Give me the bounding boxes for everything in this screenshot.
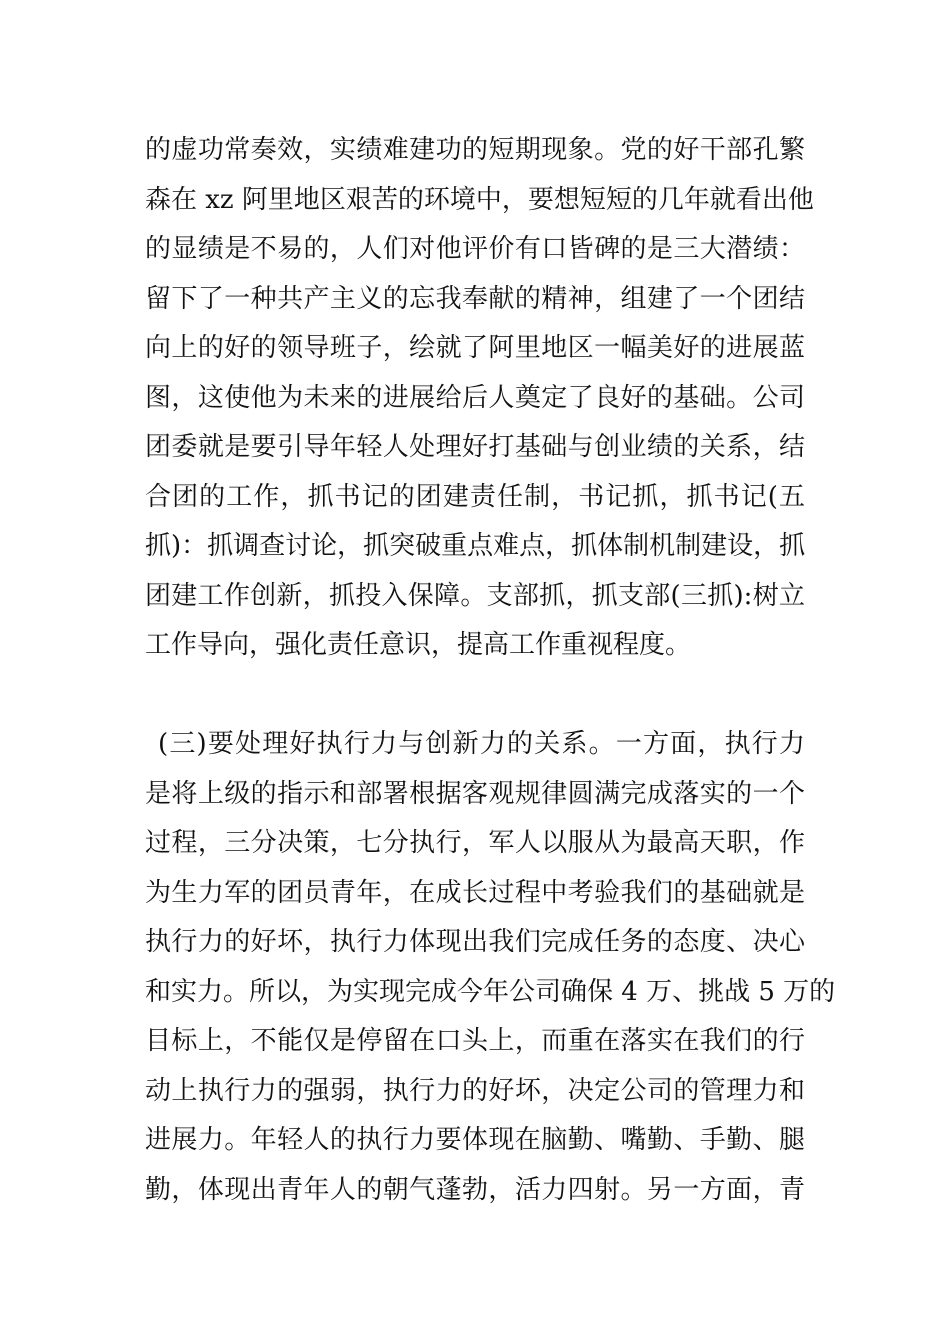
paragraph-line: 是将上级的指示和部署根据客观规律圆满完成落实的一个: [145, 779, 805, 809]
paragraph-line: 的虚功常奏效，实绩难建功的短期现象。党的好干部孔繁: [145, 135, 805, 165]
paragraph-line: 为生力军的团员青年，在成长过程中考验我们的基础就是: [145, 878, 805, 908]
paragraph-line: 动上执行力的强弱，执行力的好坏，决定公司的管理力和: [145, 1076, 805, 1106]
paragraph-line: 和实力。所以，为实现完成今年公司确保 4 万、挑战 5 万的: [145, 977, 836, 1007]
paragraph-line: 的显绩是不易的，人们对他评价有口皆碑的是三大潜绩：: [145, 234, 805, 264]
paragraph-line: 抓)：抓调查讨论，抓突破重点难点，抓体制机制建设，抓: [145, 531, 806, 561]
paragraph-line: 过程，三分决策，七分执行，军人以服从为最高天职，作: [145, 828, 805, 858]
paragraph-line: 图，这使他为未来的进展给后人奠定了良好的基础。公司: [145, 383, 805, 413]
paragraph-line: 勤，体现出青年人的朝气蓬勃，活力四射。另一方面，青: [145, 1175, 805, 1205]
paragraph-line: (三)要处理好执行力与创新力的关系。一方面，执行力: [158, 729, 805, 759]
paragraph-line: 工作导向，强化责任意识，提高工作重视程度。: [145, 630, 692, 660]
paragraph-line: 进展力。年轻人的执行力要体现在脑勤、嘴勤、手勤、腿: [145, 1125, 805, 1155]
paragraph-line: 目标上，不能仅是停留在口头上，而重在落实在我们的行: [145, 1026, 805, 1056]
paragraph-line: 合团的工作，抓书记的团建责任制，书记抓，抓书记(五: [145, 482, 805, 512]
paragraph-line: 团委就是要引导年轻人处理好打基础与创业绩的关系，结: [145, 432, 805, 462]
paragraph-line: 森在 xz 阿里地区艰苦的环境中，要想短短的几年就看出他: [145, 185, 814, 215]
paragraph-line: 执行力的好坏，执行力体现出我们完成任务的态度、决心: [145, 927, 805, 957]
paragraph-line: 团建工作创新，抓投入保障。支部抓，抓支部(三抓):树立: [145, 581, 805, 611]
paragraph-line: 留下了一种共产主义的忘我奉献的精神，组建了一个团结: [145, 284, 805, 314]
paragraph-line: 向上的好的领导班子，绘就了阿里地区一幅美好的进展蓝: [145, 333, 805, 363]
